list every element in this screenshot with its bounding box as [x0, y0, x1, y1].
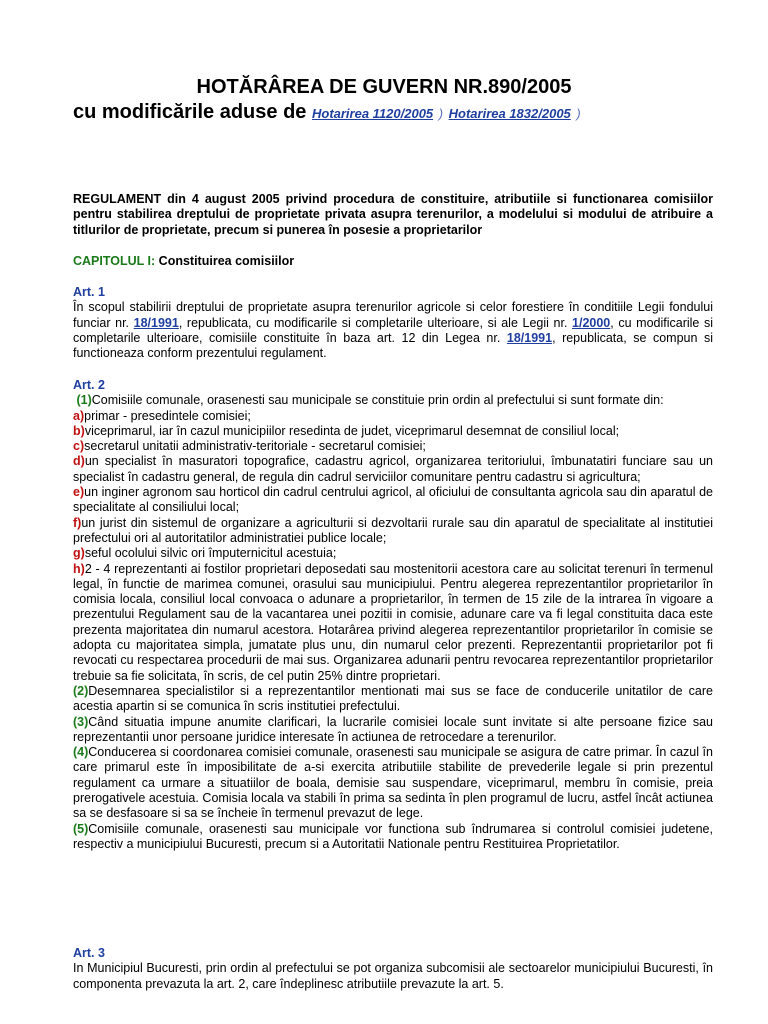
paragraph-3: (3)Când situatia impune anumite clarificari, la lucrarile comisiei locale sunt invitate si alte persoane fizice sau reprezentantii unor persoane juridice interesate în actiunea de retrocedare a terenurilor. [73, 714, 713, 744]
article-text: În scopul stabilirii dreptului de proprietate asupra terenurilor agricole si celor forestiere în conditiile Legii fondului funciar nr. 18/1991, republicata, cu modificarile si completarile ulterioare, si ale Legii nr. 1/2000, cu modificarile si completarile ulterioare, comisiile constituite în baza art. 12 din Legea nr. 18/1991, republicata, se compun si functioneaza conform prezentului regulament. [73, 300, 713, 361]
subtitle-prefix: cu modificările aduse de [73, 101, 307, 123]
subtitle-separator: ) [438, 106, 444, 121]
list-item: d)un specialist în masuratori topografice, cadastru agricol, organizarea teritoriului, îmbunatatiri funciare sau un specialist în cadastru general, de regula din cadrul serviciilor comunitare pentru cadastru si agricultura; [73, 454, 713, 484]
article-heading: Art. 2 [73, 378, 105, 392]
paragraph-1: (1)Comisiile comunale, orasenesti sau municipale se constituie prin ordin al prefectului si sunt formate din: [76, 393, 664, 408]
article-2 [73, 378, 713, 852]
list-item: g)seful ocolului silvic ori împuternicitul acestuia; [73, 546, 337, 561]
list-item: b)viceprimarul, iar în cazul municipiilor resedinta de judet, viceprimarul desemnat de consiliul local; [73, 423, 620, 438]
amendment-link-1120[interactable]: Hotarirea 1120/2005 [311, 106, 434, 121]
paragraph-2: (2)Desemnarea specialistilor si a reprezentantilor mentionati mai sus se face de conducerile unitatilor de care acestia apartin si se comunica în scris institutiei prefectului. [73, 683, 713, 714]
chapter-label: CAPITOLUL I: [73, 254, 156, 268]
chapter-heading [73, 254, 294, 268]
subtitle-close: ) [576, 106, 581, 121]
article-text: In Municipiul Bucuresti, prin ordin al prefectului se pot organiza subcomisii ale sectoarelor municipiului Bucuresti, în componenta prevazuta la art. 2, care îndeplinesc atributiile prevazute la art. 5. [73, 961, 713, 991]
law-link-1-2000[interactable]: 1/2000 [572, 315, 611, 330]
law-link-18-1991[interactable]: 18/1991 [133, 315, 179, 330]
article-3 [73, 946, 713, 992]
law-link-18-1991[interactable]: 18/1991 [506, 330, 553, 345]
paragraph-5: (5)Comisiile comunale, orasenesti sau municipale vor functiona sub îndrumarea si controlul comisiei judetene, respectiv a municipiului Bucuresti, precum si a Autoritatii Nationale pentru Restituirea Proprietatilor. [73, 821, 713, 851]
regulament-heading: REGULAMENT din 4 august 2005 privind procedura de constituire, atributiile si functionarea comisiilor pentru stabilirea dreptului de proprietate privata asupra terenurilor, a modelului si modului de atribuire a titlurilor de proprietate, precum si punerea în posesie a proprietarilor [73, 192, 713, 237]
article-heading: Art. 1 [73, 285, 105, 299]
list-item: e)un inginer agronom sau horticol din cadrul centrului agricol, al oficiului de consultanta agricola sau din aparatul de specialitate al consiliului local; [73, 485, 713, 515]
article-heading: Art. 3 [73, 946, 105, 960]
list-item: f)un jurist din sistemul de organizare a agriculturii si dezvoltarii rurale sau din aparatul de specialitate al institutiei prefectului ori al autoritatilor administratiei publice locale; [73, 515, 713, 545]
document-subtitle [73, 101, 581, 124]
list-item: a)primar - presedintele comisiei; [73, 408, 251, 423]
paragraph-number: (1) [76, 393, 92, 408]
list-item: c)secretarul unitatii administrativ-teritoriale - secretarul comisiei; [73, 439, 426, 454]
paragraph-4: (4)Conducerea si coordonarea comisiei comunale, orasenesti sau municipale se asigura de catre primar. În cazul în care primarul este în imposibilitate de a-si exercita atributiile stabilite de prevederile legale si prin prezentul regulament ca urmare a situatiilor de boala, demisie sau suspendare, viceprimarul, membru în comisie, preia prerogativele acestuia. Comisia locala va stabili în prima sa sedinta în plen programul de lucru, astfel încât actiunea sa se desfasoare si sa se încheie în termenul prevazut de lege. [73, 745, 713, 821]
document-title: HOTĂRÂREA DE GUVERN NR.890/2005 [196, 76, 572, 98]
article-1 [73, 285, 713, 361]
amendment-link-1832[interactable]: Hotarirea 1832/2005 [448, 106, 571, 121]
list-item: h)2 - 4 reprezentanti ai fostilor proprietari deposedati sau mostenitorii acestora care au solicitat terenuri în termenul legal, în functie de marimea comunei, orasului sau municipiului. Pentru alegerea reprezentantilor proprietarilor în comisia locala, consiliul local convoaca o adunare a proprietarilor, în termen de 15 zile de la intrarea în vigoare a prezentului Regulament sau de la vacantarea unei pozitii in comisie, adunare care va fi legal constituita daca este prezenta majoritatea din numarul acestora. Hotarârea privind alegerea reprezentantilor proprietarilor în comisie se adopta cu majoritatea simpla, jumatate plus unu, din numarul celor prezenti. Reprezentantii proprietarilor pot fi revocati cu respectarea procedurii de mai sus. Organizarea adunarii pentru revocarea reprezentantilor proprietarilor trebuie sa fie solicitata, în scris, de cel putin 25% dintre proprietari. [73, 561, 713, 683]
chapter-title: Constituirea comisiilor [158, 254, 295, 268]
